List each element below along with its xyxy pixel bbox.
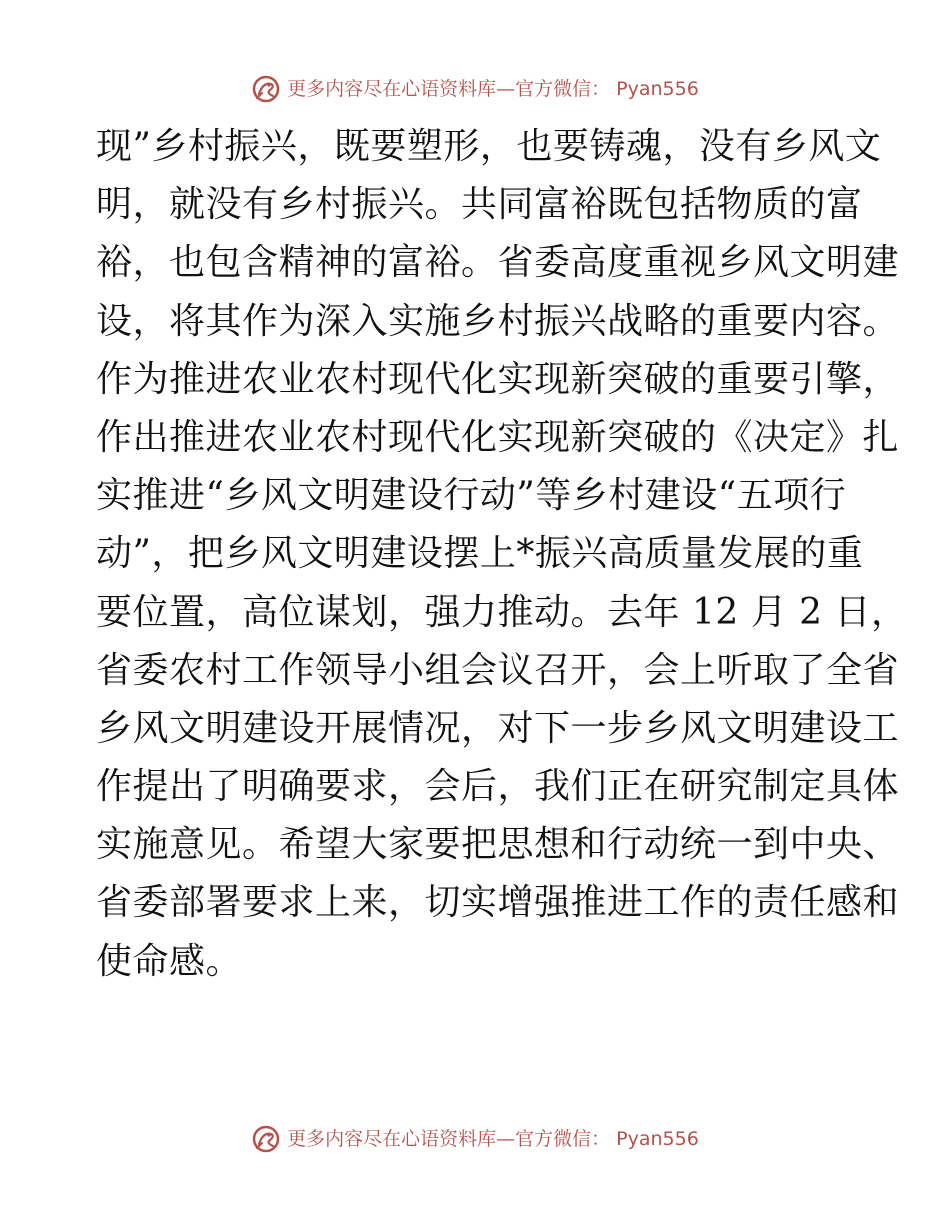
body-line: 实施意见。希望大家要把思想和行动统一到中央、	[96, 824, 900, 866]
document-body	[96, 118, 908, 991]
body-line: 乡风文明建设开展情况，对下一步乡风文明建设工	[96, 707, 900, 749]
body-line: 现”乡村振兴，既要塑形，也要铸魂，没有乡风文	[96, 126, 882, 167]
watermark-wechat-id: Pyan556	[616, 1128, 699, 1150]
body-line: 设，将其作为深入实施乡村振兴战略的重要内容。	[96, 300, 900, 342]
body-line: 实推进“乡风文明建设行动”等乡村建设“五项行	[96, 475, 847, 517]
dragon-seal-icon	[251, 74, 281, 104]
body-line: 省委农村工作领导小组会议召开，会上听取了全省	[96, 649, 900, 691]
body-line: 作出推进农业农村现代化实现新突破的《决定》扎	[96, 416, 900, 458]
body-line: 裕，也包含精神的富裕。省委高度重视乡风文明建	[96, 242, 900, 284]
body-line: 省委部署要求上来，切实增强推进工作的责任感和	[96, 882, 900, 924]
body-line: 作为推进农业农村现代化实现新突破的重要引擎，	[96, 358, 900, 400]
body-line: 作提出了明确要求，会后，我们正在研究制定具体	[96, 766, 900, 808]
body-line: 要位置，高位谋划，强力推动。去年 12 月 2 日，	[96, 591, 908, 633]
body-line: 使命感。	[96, 940, 243, 982]
watermark-text: 更多内容尽在心语资料库—官方微信：	[287, 78, 611, 100]
watermark-wechat-id: Pyan556	[616, 78, 699, 100]
watermark-text: 更多内容尽在心语资料库—官方微信：	[287, 1128, 611, 1150]
header-watermark	[0, 72, 950, 106]
footer-watermark	[0, 1122, 950, 1156]
dragon-seal-icon	[251, 1124, 281, 1154]
body-line: 动”，把乡风文明建设摆上*振兴高质量发展的重	[96, 533, 864, 575]
body-line: 明，就没有乡村振兴。共同富裕既包括物质的富	[96, 184, 863, 226]
